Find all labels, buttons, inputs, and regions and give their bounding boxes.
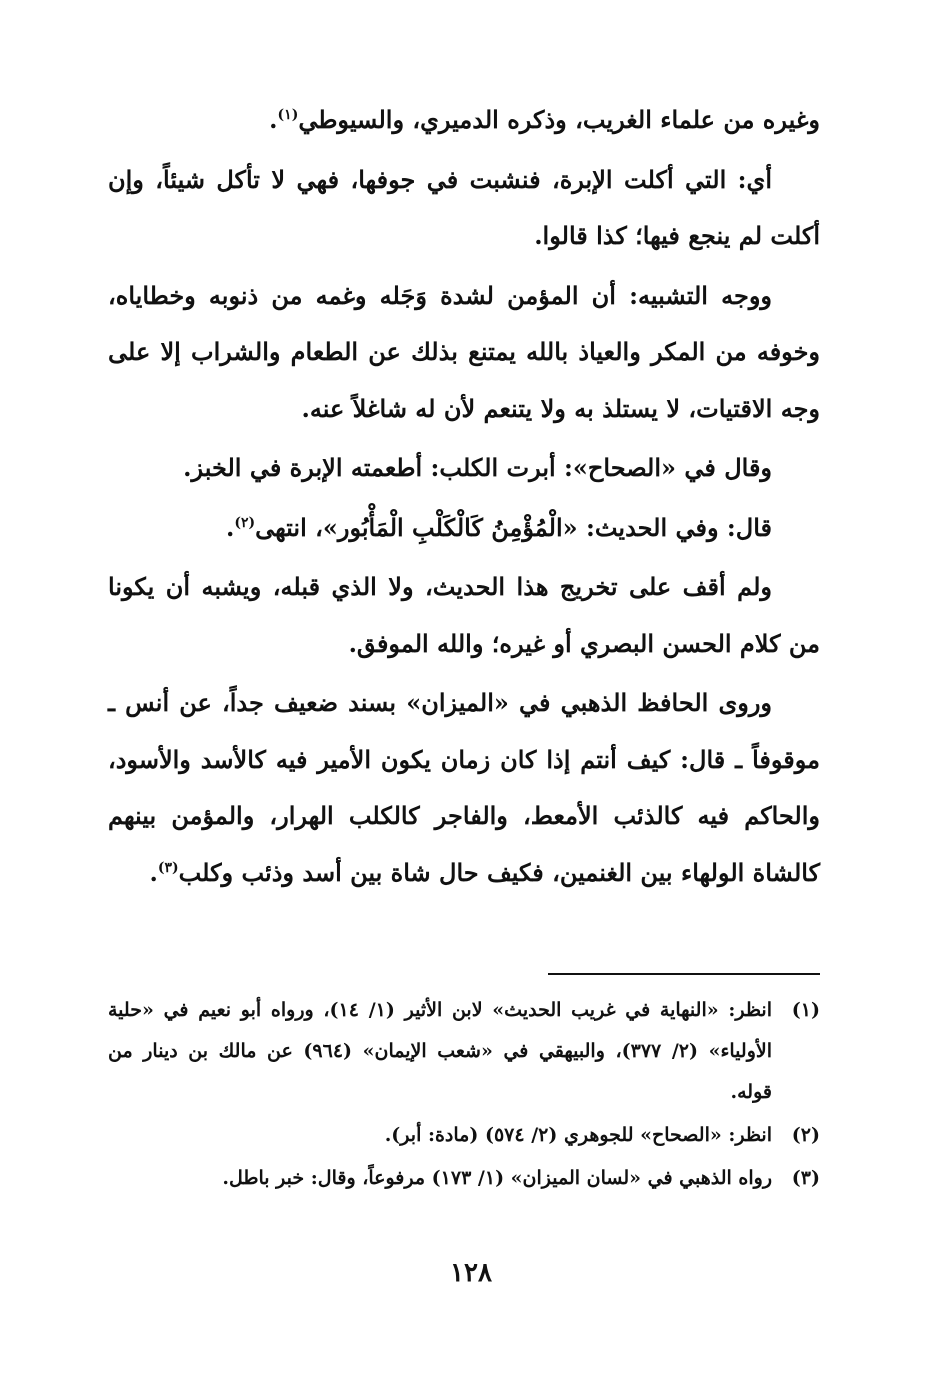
paragraph-7: [108, 675, 820, 901]
paragraph-1-end: .: [269, 105, 278, 134]
footnote-ref-1[interactable]: (١): [277, 107, 299, 123]
footnote-number-3: (٣): [791, 1167, 820, 1189]
footnote-text-1: انظر: «النهاية في غريب الحديث» لابن الأثير (١/ ١٤)، ورواه أبو نعيم في «حلية الأولياء» (٢/ ٣٧٧)، والبيهقي في «شعب الإيمان» (٩٦٤) عن مالك بن دينار من قوله.: [108, 999, 772, 1103]
paragraph-1: [108, 92, 820, 149]
footnote-text-3: رواه الذهبي في «لسان الميزان» (١/ ١٧٣) مرفوعاً، وقال: خبر باطل.: [222, 1167, 772, 1189]
main-text: [108, 92, 820, 904]
footnote-ref-3[interactable]: (٣): [157, 859, 179, 876]
footnote-1: [108, 990, 820, 1113]
paragraph-1-text: وغيره من علماء الغريب، وذكره الدميري، والسيوطي: [298, 105, 820, 134]
footnote-2: [108, 1115, 820, 1156]
paragraph-3: ووجه التشبيه: أن المؤمن لشدة وَجَله وغمه من ذنوبه وخطاياه، وخوفه من المكر والعياذ بالله يمتنع بذلك عن الطعام والشراب إلا على وجه الاقتيات، لا يستلذ به ولا يتنعم لأن له شاغلاً عنه.: [108, 280, 820, 423]
paragraph-6: ولم أقف على تخريج هذا الحديث، ولا الذي قبله، ويشبه أن يكونا من كلام الحسن البصري أو غيره؛ والله الموفق.: [108, 572, 820, 658]
footnote-number-1: (١): [791, 999, 820, 1021]
footnote-separator: [548, 973, 820, 975]
paragraph-5-text: قال: وفي الحديث: «الْمُؤْمِنُ كَالْكَلْبِ الْمَأْبُور»، انتهى: [255, 512, 772, 542]
page-number: ١٢٨: [450, 1258, 492, 1288]
footnote-ref-2[interactable]: (٢): [234, 514, 256, 531]
paragraph-2: أي: التي أكلت الإبرة، فنشبت في جوفها، فهي لا تأكل شيئاً، وإن أكلت لم ينجع فيها؛ كذا قالوا.: [108, 164, 820, 250]
footnote-3: [108, 1158, 820, 1199]
paragraph-7-end: .: [149, 857, 158, 887]
paragraph-5: [108, 500, 820, 557]
footnote-text-2: انظر: «الصحاح» للجوهري (٢/ ٥٧٤) (مادة: أبر).: [384, 1124, 772, 1146]
paragraph-4: وقال في «الصحاح»: أبرت الكلب: أطعمته الإبرة في الخبز.: [183, 453, 772, 482]
paragraph-7-text: وروى الحافظ الذهبي في «الميزان» بسند ضعيف جداً، عن أنس ـ موقوفاً ـ قال: كيف أنتم إذا كان زمان يكون الأمير فيه كالأسد والأسود، والحاكم فيه كالذئب الأمعط، والفاجر كالكلب الهرار، والمؤمن بينهم كالشاة الولهاء بين الغنمين، فكيف حال شاة بين أسد وذئب وكلب: [108, 688, 820, 887]
footnotes: [108, 990, 820, 1201]
paragraph-5-end: .: [225, 512, 235, 542]
footnote-number-2: (٢): [791, 1124, 820, 1146]
